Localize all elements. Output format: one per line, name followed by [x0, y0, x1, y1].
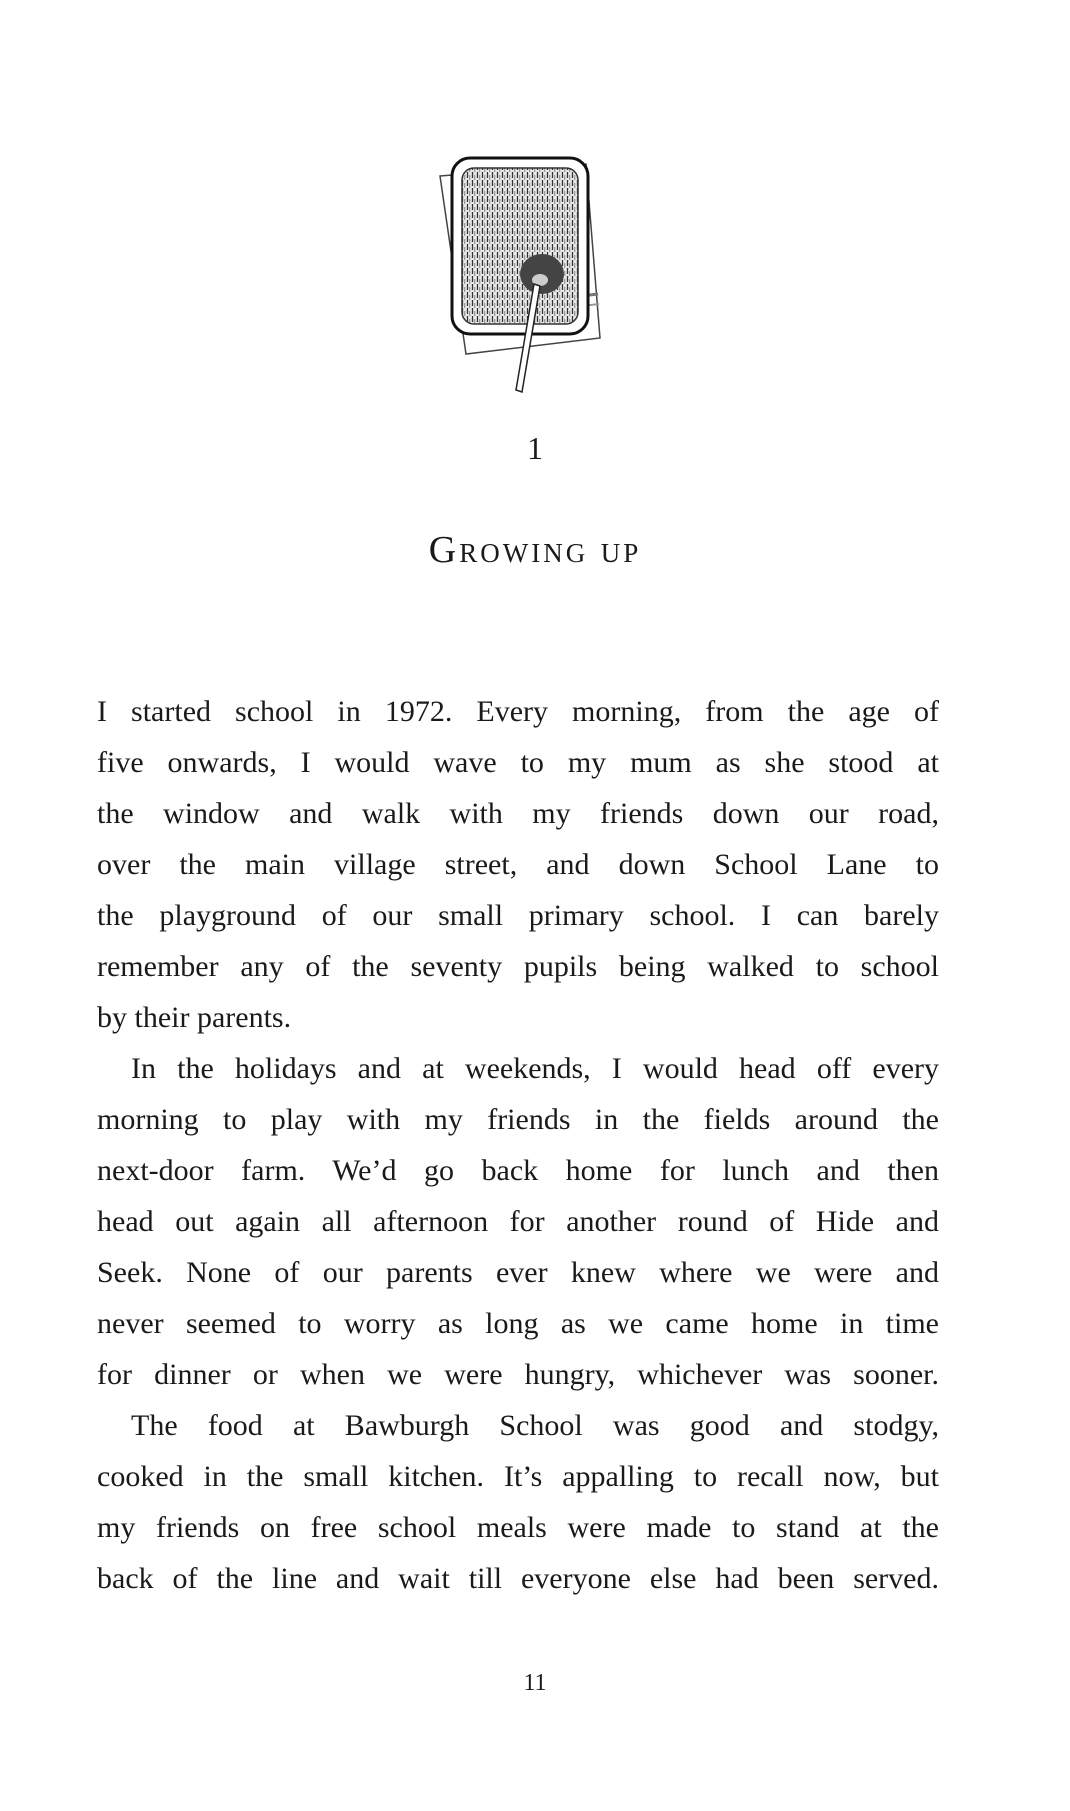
chapter-number: 1: [527, 430, 543, 466]
text-line: The food at Bawburgh School was good and stodgy,: [131, 1409, 939, 1442]
text-line: the window and walk with my friends down our road,: [97, 797, 939, 830]
page-number: 11: [523, 1670, 547, 1696]
body-text: [97, 686, 939, 1604]
paragraph: [97, 1043, 939, 1400]
text-line: my friends on free school meals were made to stand at the: [97, 1511, 939, 1544]
text-line: I started school in 1972. Every morning, from the age of: [97, 695, 939, 728]
text-line: head out again all afternoon for another round of Hide and: [97, 1205, 939, 1238]
text-line: morning to play with my friends in the fields around the: [97, 1103, 939, 1136]
text-line: back of the line and wait till everyone else had been served.: [97, 1562, 939, 1595]
text-line: remember any of the seventy pupils being walked to school: [97, 950, 939, 983]
text-line: cooked in the small kitchen. It’s appalling to recall now, but: [97, 1460, 939, 1493]
paragraph: [97, 686, 939, 1043]
text-line: never seemed to worry as long as we came home in time: [97, 1307, 939, 1340]
text-line: for dinner or when we were hungry, whichever was sooner.: [97, 1358, 939, 1391]
text-line: Seek. None of our parents ever knew where we were and: [97, 1256, 939, 1289]
text-line: next-door farm. We’d go back home for lunch and then: [97, 1154, 939, 1187]
pie-dish-illustration: [436, 156, 602, 396]
text-line: over the main village street, and down School Lane to: [97, 848, 939, 881]
paragraph: [97, 1400, 939, 1604]
text-line: by their parents.: [97, 1001, 292, 1034]
text-line: five onwards, I would wave to my mum as she stood at: [97, 746, 939, 779]
text-line: the playground of our small primary school. I can barely: [97, 899, 939, 932]
chapter-title: Growing up: [428, 529, 642, 571]
text-line: In the holidays and at weekends, I would head off every: [131, 1052, 939, 1085]
